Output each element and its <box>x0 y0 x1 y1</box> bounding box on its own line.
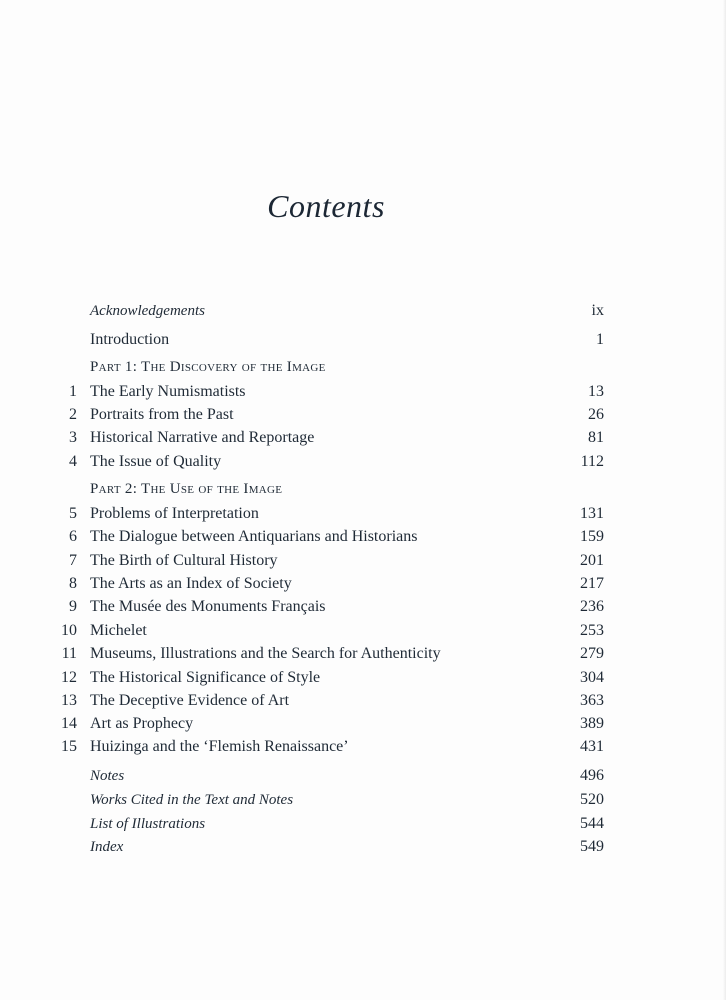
entry-title: Historical Narrative and Reportage <box>90 429 315 446</box>
chapter-number: 14 <box>61 715 77 732</box>
chapter-number: 1 <box>69 383 77 400</box>
entry-title: Michelet <box>90 622 147 639</box>
entry-page: 496 <box>580 767 604 784</box>
toc-entry-chapter-5[interactable] <box>0 502 726 526</box>
entry-title: Museums, Illustrations and the Search for Authenticity <box>90 645 441 662</box>
entry-page: 363 <box>580 692 604 709</box>
entry-page: 253 <box>580 622 604 639</box>
entry-page: ix <box>591 302 604 319</box>
entry-title: The Arts as an Index of Society <box>90 575 292 592</box>
chapter-number: 13 <box>61 692 77 709</box>
entry-title: The Birth of Cultural History <box>90 552 278 569</box>
entry-title: Acknowledgements <box>90 303 205 319</box>
toc-entry-notes[interactable] <box>0 764 726 788</box>
entry-page: 520 <box>580 791 604 808</box>
entry-title: The Historical Significance of Style <box>90 669 321 686</box>
entry-page: 131 <box>580 505 604 522</box>
toc-entry-list-of-illustrations[interactable] <box>0 812 726 836</box>
entry-page: 1 <box>596 331 604 348</box>
chapter-number: 11 <box>61 645 77 662</box>
entry-title: The Dialogue between Antiquarians and Historians <box>90 528 418 545</box>
chapter-number: 7 <box>69 552 77 569</box>
toc-entry-introduction[interactable] <box>0 328 726 352</box>
part-heading-1 <box>0 355 726 379</box>
toc-entry-index[interactable] <box>0 835 726 859</box>
entry-page: 389 <box>580 715 604 732</box>
toc-entry-chapter-2[interactable] <box>0 403 726 427</box>
chapter-number: 5 <box>69 505 77 522</box>
entry-title: List of Illustrations <box>90 816 206 832</box>
entry-page: 26 <box>588 406 604 423</box>
chapter-number: 8 <box>69 575 77 592</box>
entry-title: Problems of Interpretation <box>90 505 259 522</box>
chapter-number: 6 <box>69 528 77 545</box>
entry-page: 217 <box>580 575 604 592</box>
toc-entry-chapter-7[interactable] <box>0 549 726 573</box>
entry-page: 279 <box>580 645 604 662</box>
chapter-number: 4 <box>69 453 77 470</box>
chapter-number: 3 <box>69 429 77 446</box>
toc-entry-chapter-1[interactable] <box>0 380 726 404</box>
entry-page: 159 <box>580 528 604 545</box>
chapter-number: 10 <box>61 622 77 639</box>
entry-page: 81 <box>588 429 604 446</box>
entry-title: Works Cited in the Text and Notes <box>90 792 294 808</box>
entry-page: 544 <box>580 815 604 832</box>
entry-title: Index <box>90 839 124 855</box>
chapter-number: 12 <box>61 669 77 686</box>
part-label: Part 2: The Use of the Image <box>90 481 283 497</box>
entry-title: The Issue of Quality <box>90 453 222 470</box>
entry-page: 13 <box>588 383 604 400</box>
entry-title: Portraits from the Past <box>90 406 234 423</box>
toc-entry-acknowledgements[interactable] <box>0 299 726 323</box>
entry-title: Huizinga and the ‘Flemish Renaissance’ <box>90 738 349 755</box>
entry-page: 236 <box>580 598 604 615</box>
chapter-number: 15 <box>61 738 77 755</box>
toc-entry-chapter-15[interactable] <box>0 735 726 759</box>
chapter-number: 2 <box>69 406 77 423</box>
toc-entry-chapter-8[interactable] <box>0 572 726 596</box>
entry-title: The Early Numismatists <box>90 383 246 400</box>
part-heading-2 <box>0 477 726 501</box>
entry-title: The Musée des Monuments Français <box>90 598 326 615</box>
entry-page: 549 <box>580 838 604 855</box>
entry-title: The Deceptive Evidence of Art <box>90 692 290 709</box>
toc-entry-chapter-9[interactable] <box>0 595 726 619</box>
toc-entry-chapter-14[interactable] <box>0 712 726 736</box>
entry-title: Introduction <box>90 331 170 348</box>
entry-title: Art as Prophecy <box>90 715 194 732</box>
entry-page: 201 <box>580 552 604 569</box>
toc-entry-works-cited[interactable] <box>0 788 726 812</box>
toc-entry-chapter-3[interactable] <box>0 426 726 450</box>
toc-entry-chapter-12[interactable] <box>0 666 726 690</box>
entry-page: 112 <box>580 453 604 470</box>
part-label: Part 1: The Discovery of the Image <box>90 359 326 375</box>
chapter-number: 9 <box>69 598 77 615</box>
entry-title: Notes <box>90 768 125 784</box>
toc-entry-chapter-6[interactable] <box>0 525 726 549</box>
toc-entry-chapter-10[interactable] <box>0 619 726 643</box>
entry-page: 304 <box>580 669 604 686</box>
page-title: Contents <box>267 188 385 224</box>
toc-entry-chapter-11[interactable] <box>0 642 726 666</box>
entry-page: 431 <box>580 738 604 755</box>
toc-entry-chapter-4[interactable] <box>0 450 726 474</box>
toc-entry-chapter-13[interactable] <box>0 689 726 713</box>
